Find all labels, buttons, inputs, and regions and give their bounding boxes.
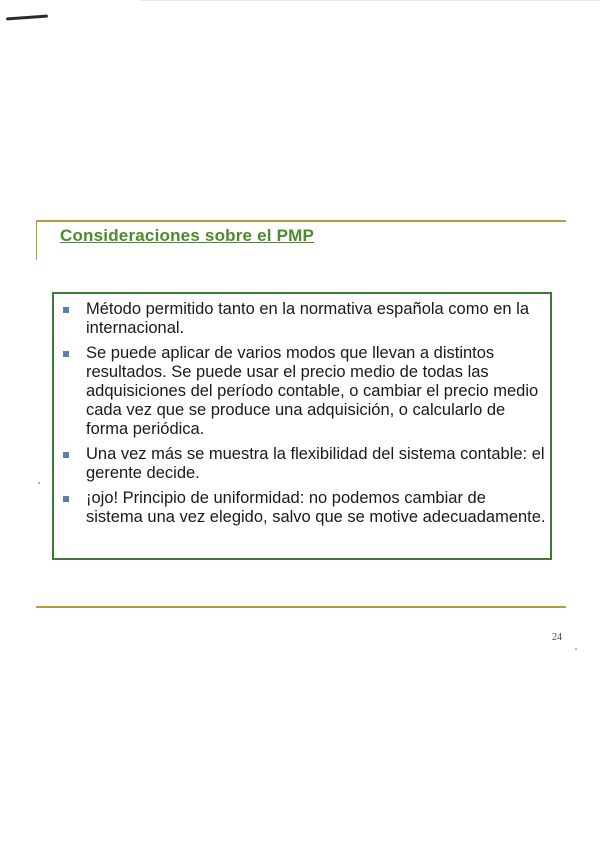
scan-top-edge xyxy=(140,0,600,1)
bullet-list xyxy=(60,300,546,527)
slide-left-rule xyxy=(36,220,37,260)
square-bullet-icon xyxy=(63,496,69,502)
bullet-item xyxy=(60,344,546,439)
bullet-item xyxy=(60,300,546,338)
bullet-item xyxy=(60,445,546,483)
slide-bottom-rule xyxy=(36,606,566,608)
scan-speck xyxy=(575,648,577,650)
slide-top-rule xyxy=(36,220,566,222)
bullet-text: Se puede aplicar de varios modos que llevan a distintos resultados. Se puede usar el precio medio de todas las adquisiciones del período contable, o cambiar el precio medio cada vez que se produce una adquisición, o calcularlo de forma periódica. xyxy=(86,344,539,438)
bullet-text: Una vez más se muestra la flexibilidad del sistema contable: el gerente decide. xyxy=(86,445,545,482)
square-bullet-icon xyxy=(63,307,69,313)
scan-speck xyxy=(38,482,40,484)
bullet-text: Método permitido tanto en la normativa española como en la internacional. xyxy=(86,300,530,337)
square-bullet-icon xyxy=(63,452,69,458)
page-number: 24 xyxy=(552,632,562,643)
bullet-item xyxy=(60,489,546,527)
square-bullet-icon xyxy=(63,351,69,357)
bullet-text: ¡ojo! Principio de uniformidad: no podemos cambiar de sistema una vez elegido, salvo que se motive adecuadamente. xyxy=(86,489,546,526)
slide-title: Consideraciones sobre el PMP xyxy=(60,226,315,245)
scan-pen-mark xyxy=(6,15,48,21)
content-box xyxy=(52,292,552,560)
